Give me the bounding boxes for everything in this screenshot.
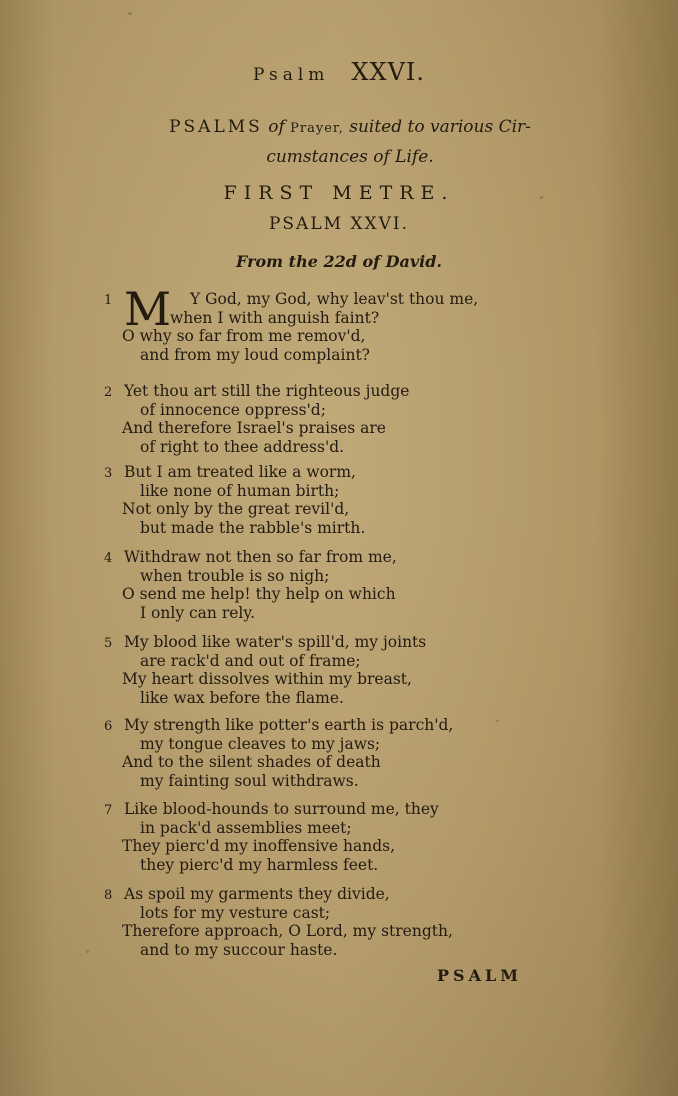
stanza bbox=[104, 716, 453, 790]
verse-line: like wax before the flame. bbox=[140, 688, 344, 707]
stanza bbox=[104, 382, 409, 456]
stanza bbox=[104, 633, 426, 707]
verse-line: my tongue cleaves to my jaws; bbox=[140, 734, 381, 753]
psalm-source: From the 22d of David. bbox=[236, 252, 442, 271]
section-title-rest1: suited to various Cir- bbox=[349, 117, 531, 137]
verse-number: 5 bbox=[104, 636, 113, 651]
section-title bbox=[90, 113, 610, 171]
foxing-spot bbox=[128, 12, 132, 15]
verse-number: 2 bbox=[104, 385, 113, 400]
foxing-spot bbox=[86, 950, 89, 953]
verse-line: and to my succour haste. bbox=[140, 940, 338, 959]
verse-line: And therefore Israel's praises are bbox=[122, 419, 386, 437]
verse-line: but made the rabble's mirth. bbox=[140, 518, 366, 537]
verse-line: lots for my vesture cast; bbox=[140, 903, 331, 922]
verse-number: 6 bbox=[104, 719, 113, 734]
running-head bbox=[0, 58, 678, 86]
running-head-word: Psalm bbox=[252, 65, 330, 85]
verse-line: And to the silent shades of death bbox=[122, 753, 381, 771]
stanza bbox=[104, 885, 453, 959]
verse-line: As spoil my garments they divide, bbox=[124, 885, 390, 903]
verse-line: my fainting soul withdraws. bbox=[140, 771, 359, 790]
section-title-prayer: Prayer, bbox=[290, 121, 344, 136]
verse-line: are rack'd and out of frame; bbox=[140, 651, 361, 670]
verse-line: like none of human birth; bbox=[140, 481, 340, 500]
verse-number: 1 bbox=[104, 293, 113, 308]
verse-line: of innocence oppress'd; bbox=[140, 400, 326, 419]
verse-number: 3 bbox=[104, 466, 113, 481]
stanza bbox=[104, 548, 397, 622]
verse-line: Y God, my God, why leav'st thou me, bbox=[190, 290, 479, 308]
verse-line: when trouble is so nigh; bbox=[140, 566, 330, 585]
section-title-caps: PSALMS bbox=[169, 117, 263, 137]
verse-line: when I with anguish faint? bbox=[170, 308, 380, 327]
verse-line: My heart dissolves within my breast, bbox=[122, 670, 412, 688]
catchword: PSALM bbox=[437, 966, 522, 985]
verse-line: But I am treated like a worm, bbox=[124, 463, 356, 481]
verse-line: Yet thou art still the righteous judge bbox=[124, 382, 410, 400]
verse-line: They pierc'd my inoffensive hands, bbox=[122, 837, 396, 855]
verse-line: I only can rely. bbox=[140, 603, 256, 622]
verse-line: O send me help! thy help on which bbox=[122, 585, 396, 603]
verse-number: 8 bbox=[104, 888, 113, 903]
verse-line: they pierc'd my harmless feet. bbox=[140, 855, 379, 874]
metre-heading: FIRST METRE. bbox=[223, 182, 455, 204]
verse-line: Therefore approach, O Lord, my strength, bbox=[122, 922, 453, 940]
foxing-spot bbox=[496, 720, 499, 722]
stanza bbox=[104, 463, 365, 537]
verse-line: My strength like potter's earth is parch'd, bbox=[124, 716, 454, 734]
verse-line: Not only by the great revil'd, bbox=[122, 500, 350, 518]
drop-cap: M bbox=[124, 282, 172, 336]
stanza bbox=[104, 800, 439, 874]
stanza bbox=[104, 282, 479, 364]
verse-line: of right to thee address'd. bbox=[140, 437, 345, 456]
verse-line: Withdraw not then so far from me, bbox=[124, 548, 397, 566]
verse-line: in pack'd assemblies meet; bbox=[140, 818, 352, 837]
section-title-of: of bbox=[268, 117, 285, 137]
verse-number: 7 bbox=[104, 803, 113, 818]
section-title-rest2: cumstances of Life. bbox=[266, 147, 434, 167]
verse-line: Like blood-hounds to surround me, they bbox=[124, 800, 439, 818]
verse-line: and from my loud complaint? bbox=[140, 345, 370, 364]
running-head-number: XXVI. bbox=[351, 58, 426, 86]
verse-line: My blood like water's spill'd, my joints bbox=[124, 633, 427, 651]
verse-number: 4 bbox=[104, 551, 113, 566]
psalm-subheading: PSALM XXVI. bbox=[268, 214, 410, 234]
verse-line: O why so far from me remov'd, bbox=[122, 327, 366, 345]
